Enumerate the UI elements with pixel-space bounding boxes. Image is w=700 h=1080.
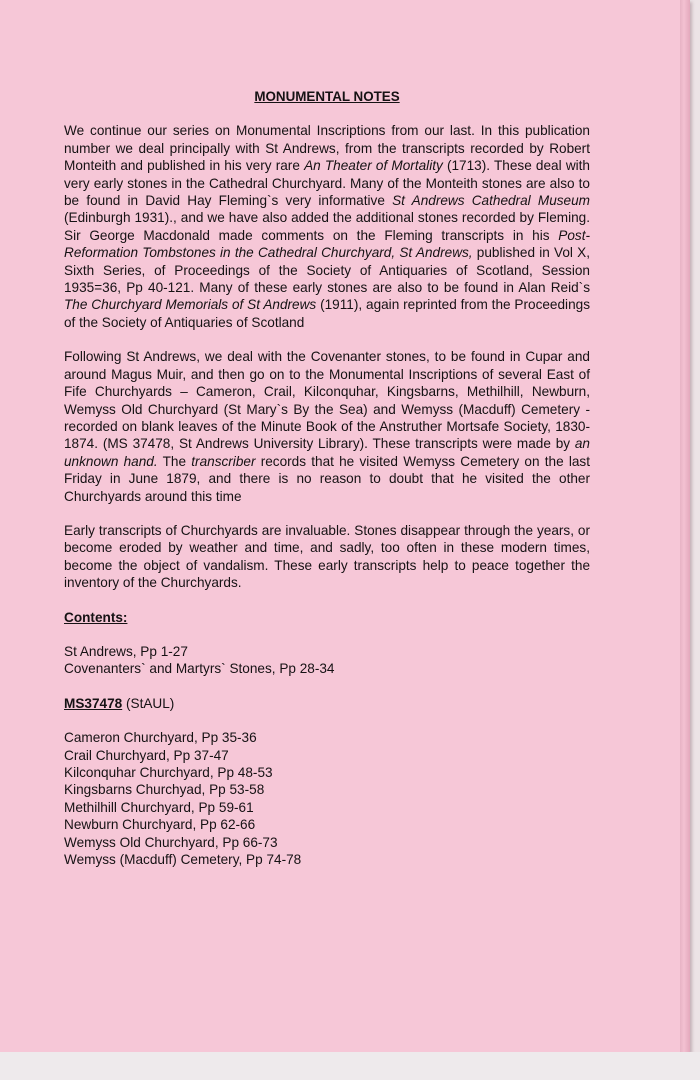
churchyard-list xyxy=(64,729,590,868)
text-run: We continue our series on Monumental Inscriptions from our last. In this publication number we deal principally with St Andrews, from the transcripts recorded by Robert Monteith and published in his very rare xyxy=(64,123,590,174)
list-item: Newburn Churchyard, Pp 62-66 xyxy=(64,817,256,833)
contents-list xyxy=(64,643,590,678)
book-title: An Theater of Mortality xyxy=(304,158,443,174)
transcripts-paragraph: Early transcripts of Churchyards are invaluable. Stones disappear through the years, or become eroded by weather and time, and sadly, too often in these modern times, become the object of vandalism. These early transcripts help to peace together the inventory of the Churchyards. xyxy=(64,522,590,591)
scan-background-strip xyxy=(0,1052,700,1080)
text-run: Following St Andrews, we deal with the Covenanter stones, to be found in Cupar and around Magus Muir, and then go on to the Monumental Inscriptions of several East of Fife Churchyards – Cameron, Crail, Kilconquhar, Kingsbarns, Methilhill, Newburn, Wemyss Old Churchyard (St Mary`s By the Sea) and Wemyss (Macduff) Cemetery - recorded on blank leaves of the Minute Book of the Anstruther Mortsafe Society, 1830-1874. (MS 37478, St Andrews University Library). These transcripts were made by xyxy=(64,349,590,452)
manuscript-code: MS37478 xyxy=(64,695,123,711)
list-item: Crail Churchyard, Pp 37-47 xyxy=(64,747,229,763)
text-run: records that he visited Wemyss Cemetery on the last Friday in June 1879, and there is no reason to doubt that he visited the other Churchyards around this time xyxy=(64,453,590,504)
text-run: (1713). These deal with very early stones in the Cathedral Churchyard. Many of the Monteith stones are also to be found in David Hay Fleming`s very informative xyxy=(64,158,590,209)
manuscript-suffix: (StAUL) xyxy=(122,695,175,711)
intro-paragraph xyxy=(64,122,590,331)
page-edge xyxy=(680,0,690,1052)
book-title: The Churchyard Memorials of St Andrews xyxy=(64,297,317,313)
italic-text: transcriber xyxy=(191,453,256,469)
text-run: (1911), again reprinted from the Proceedings of the Society of Antiquaries of Scotland xyxy=(64,297,590,330)
list-item: Wemyss Old Churchyard, Pp 66-73 xyxy=(64,834,278,850)
covenanters-paragraph xyxy=(64,348,590,505)
list-item: St Andrews, Pp 1-27 xyxy=(64,643,188,659)
list-item: Methilhill Churchyard, Pp 59-61 xyxy=(64,799,254,815)
italic-text: an unknown hand. xyxy=(64,436,590,469)
page-title: MONUMENTAL NOTES xyxy=(254,89,400,104)
contents-heading: Contents: xyxy=(64,609,128,625)
document-body xyxy=(64,88,590,885)
list-item: Kingsbarns Churchyad, Pp 53-58 xyxy=(64,782,265,798)
list-item: Cameron Churchyard, Pp 35-36 xyxy=(64,730,257,746)
list-item: Wemyss (Macduff) Cemetery, Pp 74-78 xyxy=(64,852,302,868)
list-item: Covenanters` and Martyrs` Stones, Pp 28-34 xyxy=(64,661,335,677)
text-run: The xyxy=(157,453,192,469)
text-run: published in Vol X, Sixth Series, of Proceedings of the Society of Antiquaries of Scotland, Session 1935=36, Pp 40-121. Many of these early stones are also to be found in Alan Reid`s xyxy=(64,245,590,296)
book-title: Post-Reformation Tombstones in the Cathedral Churchyard, St Andrews, xyxy=(64,227,590,261)
manuscript-reference xyxy=(64,695,590,712)
book-title: St Andrews Cathedral Museum xyxy=(392,193,590,209)
text-run: (Edinburgh 1931)., and we have also added the additional stones recorded by Fleming. Sir George Macdonald made comments on the Fleming transcripts in his xyxy=(64,210,590,243)
list-item: Kilconquhar Churchyard, Pp 48-53 xyxy=(64,765,273,780)
